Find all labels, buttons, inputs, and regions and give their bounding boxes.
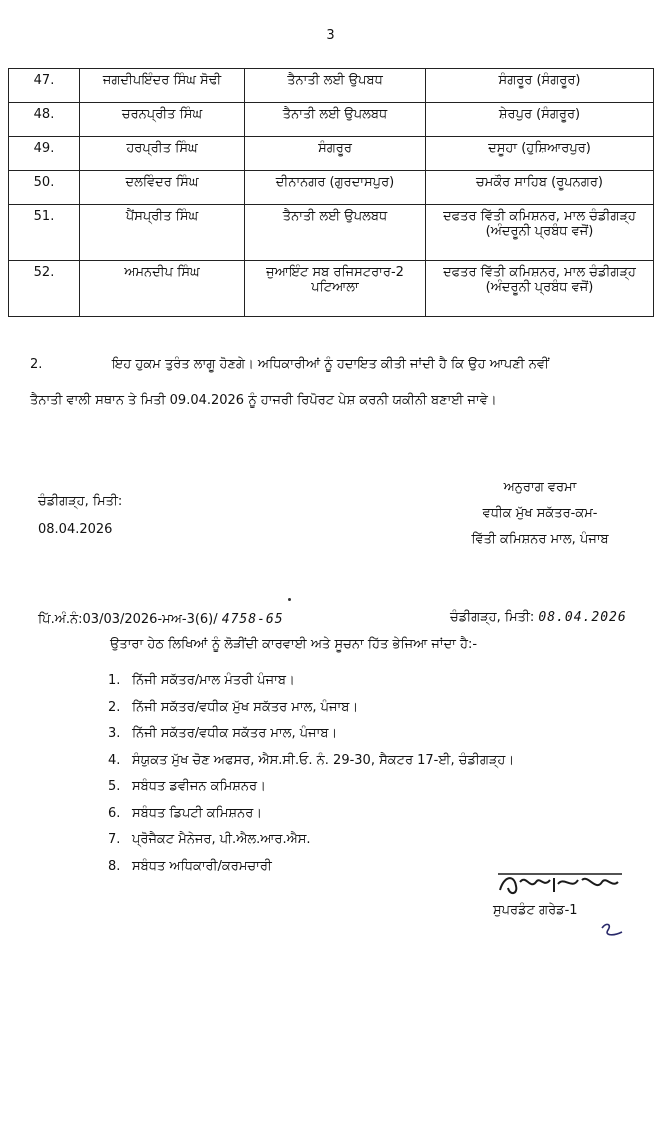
current-posting-cell: ਦੀਨਾਨਗਰ (ਗੁਰਦਾਸਪੁਰ) xyxy=(245,171,426,205)
page-number: 3 xyxy=(326,28,335,43)
officer-name-cell: ਚਰਨਪ੍ਰੀਤ ਸਿੰਘ xyxy=(80,103,245,137)
table-row xyxy=(9,69,654,103)
recipient-item xyxy=(108,748,514,775)
recipient-list xyxy=(108,668,514,880)
recipient-text: ਸਬੰਧਤ ਅਧਿਕਾਰੀ/ਕਰਮਚਾਰੀ xyxy=(132,858,272,874)
recipient-number: 1. xyxy=(108,673,121,688)
officer-name-cell: ਪੈਂਸਪ੍ਰੀਤ ਸਿੰਘ xyxy=(80,205,245,261)
recipient-item xyxy=(108,774,514,801)
endorsement-prefix: ਪਿੱ.ਅੰ.ਨੰ:03/03/2026-ਮਅ-3(6)/ xyxy=(38,612,218,627)
signatory-block xyxy=(440,475,640,553)
paragraph-2-line-2: ਤੈਨਾਤੀ ਵਾਲੀ ਸਥਾਨ ਤੇ ਮਿਤੀ 09.04.2026 ਨੂੰ ਹਾਜਰੀ ਰਿਪੋਰਟ ਪੇਸ਼ ਕਰਨੀ ਯਕੀਨੀ ਬਣਾਈ ਜਾਵੇ। xyxy=(30,393,497,408)
signatory-designation-1: ਵਧੀਕ ਮੁੱਖ ਸਕੱਤਰ-ਕਮ- xyxy=(482,506,598,521)
new-posting-cell: ਦਫਤਰ ਵਿੱਤੀ ਕਮਿਸ਼ਨਰ, ਮਾਲ ਚੰਡੀਗੜ੍ਹ (ਅੰਦਰੂਨੀ ਪ੍ਰਬੰਧ ਵਜੋਂ) xyxy=(426,205,654,261)
recipient-item xyxy=(108,695,514,722)
recipient-number: 4. xyxy=(108,752,121,768)
recipient-text: ਸੰਯੁਕਤ ਮੁੱਖ ਚੋਣ ਅਫਸਰ, ਐਸ.ਸੀ.ਓ. ਨੰ. 29-30, ਸੈਕਟਰ 17-ਈ, ਚੰਡੀਗੜ੍ਹ। xyxy=(132,752,515,768)
current-posting-cell: ਜੁਆਇੰਟ ਸਬ ਰਜਿਸਟਰਾਰ-2 ਪਟਿਆਲਾ xyxy=(245,261,426,317)
new-posting-cell: ਦਸੂਹਾ (ਹੁਸ਼ਿਆਰਪੁਰ) xyxy=(426,137,654,171)
new-posting-cell: ਦਫਤਰ ਵਿੱਤੀ ਕਮਿਸ਼ਨਰ, ਮਾਲ ਚੰਡੀਗੜ੍ਹ (ਅੰਦਰੂਨੀ ਪ੍ਰਬੰਧ ਵਜੋਂ) xyxy=(426,261,654,317)
recipient-number: 5. xyxy=(108,779,121,794)
endorsement-number xyxy=(38,612,284,627)
recipient-number: 8. xyxy=(108,858,121,874)
serial-number-cell: 52. xyxy=(9,261,80,317)
current-posting-cell: ਤੈਨਾਤੀ ਲਈ ਉਪਲਬਧ xyxy=(245,205,426,261)
serial-number-cell: 51. xyxy=(9,205,80,261)
recipient-text: ਨਿੱਜੀ ਸਕੱਤਰ/ਮਾਲ ਮੰਤਰੀ ਪੰਜਾਬ। xyxy=(132,673,295,688)
recipient-number: 3. xyxy=(108,726,121,741)
serial-number-cell: 50. xyxy=(9,171,80,205)
recipient-text: ਸਬੰਧਤ ਡਵੀਜਨ ਕਮਿਸ਼ਨਰ। xyxy=(132,779,266,794)
recipient-item xyxy=(108,854,514,881)
signatory-name: ਅਨੁਰਾਗ ਵਰਮਾ xyxy=(503,480,577,495)
transfer-table-body xyxy=(9,69,654,317)
superintendent-designation: ਸੁਪਰਡੰਟ ਗਰੇਡ-1 xyxy=(493,903,578,918)
recipient-text: ਨਿੱਜੀ ਸਕੱਤਰ/ਵਧੀਕ ਸਕੱਤਰ ਮਾਲ, ਪੰਜਾਬ। xyxy=(132,726,338,741)
recipient-number: 7. xyxy=(108,832,121,847)
table-row xyxy=(9,205,654,261)
endorsement-date-label: ਚੰਡੀਗੜ੍ਹ, ਮਿਤੀ: xyxy=(450,610,535,625)
endorsement-handwritten-date: 08.04.2026 xyxy=(538,610,627,625)
recipient-item xyxy=(108,827,514,854)
recipient-number: 2. xyxy=(108,699,121,715)
paragraph-2-line-1 xyxy=(30,348,630,382)
recipient-item xyxy=(108,668,514,695)
new-posting-cell: ਸ਼ੇਰਪੁਰ (ਸੰਗਰੂਰ) xyxy=(426,103,654,137)
signature-image xyxy=(496,868,626,902)
stray-mark xyxy=(288,598,291,601)
current-posting-cell: ਤੈਨਾਤੀ ਲਈ ਉਪਬਧ xyxy=(245,69,426,103)
new-posting-cell: ਚਮਕੌਰ ਸਾਹਿਬ (ਰੂਪਨਗਰ) xyxy=(426,171,654,205)
recipient-text: ਨਿੱਜੀ ਸਕੱਤਰ/ਵਧੀਕ ਮੁੱਖ ਸਕੱਤਰ ਮਾਲ, ਪੰਜਾਬ। xyxy=(132,699,359,715)
table-row xyxy=(9,261,654,317)
initial-mark xyxy=(598,920,626,940)
officer-name-cell: ਦਲਵਿੰਦਰ ਸਿੰਘ xyxy=(80,171,245,205)
recipient-item xyxy=(108,801,514,828)
serial-number-cell: 49. xyxy=(9,137,80,171)
recipient-text: ਪ੍ਰੋਜੈਕਟ ਮੈਨੇਜਰ, ਪੀ.ਐਲ.ਆਰ.ਐਸ. xyxy=(132,832,311,847)
signatory-designation-2: ਵਿੱਤੀ ਕਮਿਸ਼ਨਰ ਮਾਲ, ਪੰਜਾਬ xyxy=(471,532,609,547)
endorsement-intro: ਉਤਾਰਾ ਹੇਠ ਲਿਖਿਆਂ ਨੂੰ ਲੋੜੀਂਦੀ ਕਾਰਵਾਈ ਅਤੇ ਸੂਚਨਾ ਹਿੱਤ ਭੇਜਿਆ ਜਾਂਦਾ ਹੈ:- xyxy=(110,637,478,652)
recipient-text: ਸਬੰਧਤ ਡਿਪਟੀ ਕਮਿਸ਼ਨਰ। xyxy=(132,805,263,821)
recipient-item xyxy=(108,721,514,748)
place-label: ਚੰਡੀਗੜ੍ਹ, ਮਿਤੀ: xyxy=(38,494,123,509)
endorsement-handwritten-number: 4758-65 xyxy=(221,612,284,627)
table-row xyxy=(9,137,654,171)
officer-name-cell: ਹਰਪ੍ਰੀਤ ਸਿੰਘ xyxy=(80,137,245,171)
current-posting-cell: ਸੰਗਰੂਰ xyxy=(245,137,426,171)
paragraph-text: ਇਹ ਹੁਕਮ ਤੁਰੰਤ ਲਾਗੂ ਹੋਣਗੇ। ਅਧਿਕਾਰੀਆਂ ਨੂੰ ਹਦਾਇਤ ਕੀਤੀ ਜਾਂਦੀ ਹੈ ਕਿ ਉਹ ਆਪਣੀ ਨਵੀਂ xyxy=(112,357,549,372)
place-date-block xyxy=(38,488,122,544)
order-date: 08.04.2026 xyxy=(38,522,113,537)
table-row xyxy=(9,103,654,137)
serial-number-cell: 47. xyxy=(9,69,80,103)
paragraph-number: 2. xyxy=(30,357,43,372)
serial-number-cell: 48. xyxy=(9,103,80,137)
officer-name-cell: ਅਮਨਦੀਪ ਸਿੰਘ xyxy=(80,261,245,317)
recipient-number: 6. xyxy=(108,805,121,821)
endorsement-date xyxy=(450,610,627,625)
new-posting-cell: ਸੰਗਰੂਰ (ਸੰਗਰੂਰ) xyxy=(426,69,654,103)
table-row xyxy=(9,171,654,205)
current-posting-cell: ਤੈਨਾਤੀ ਲਈ ਉਪਲਬਧ xyxy=(245,103,426,137)
officer-name-cell: ਜਗਦੀਪਇੰਦਰ ਸਿੰਘ ਸੋਢੀ xyxy=(80,69,245,103)
transfer-table xyxy=(8,68,654,317)
